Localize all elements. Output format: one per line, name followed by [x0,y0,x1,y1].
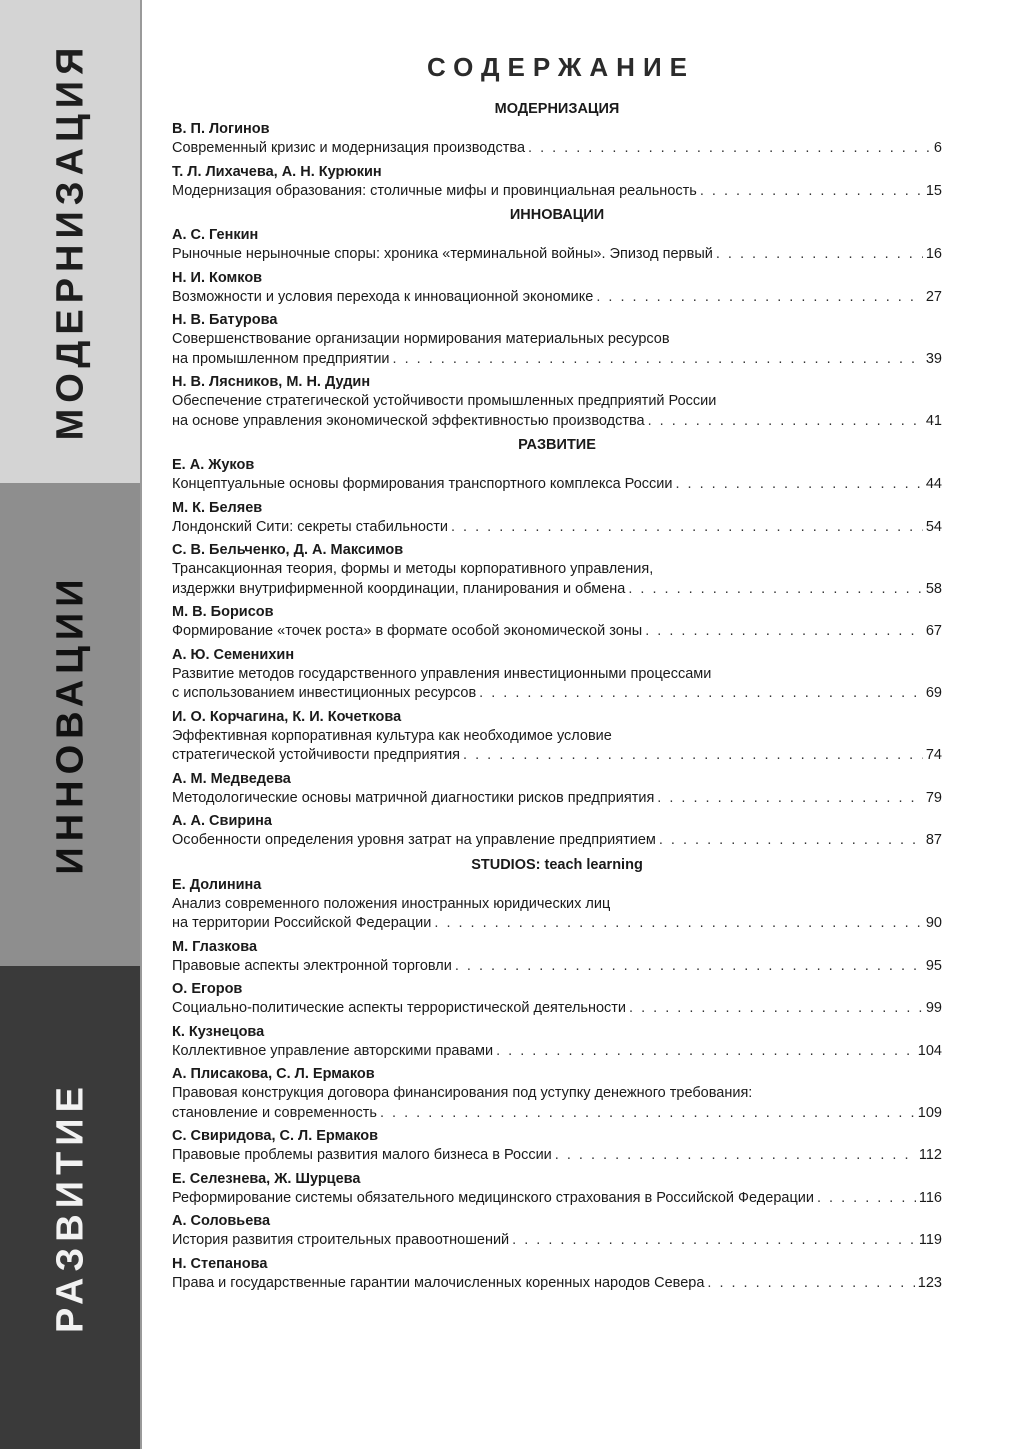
entry-page-number: 87 [925,832,942,848]
entry-title-line [172,1231,942,1251]
entry-authors: А. М. Медведева [172,770,291,787]
entry-page-number: 123 [917,1274,942,1291]
dot-leader [380,1104,915,1124]
toc-entry[interactable] [172,226,942,265]
toc-entry[interactable] [172,1127,942,1166]
toc-entry[interactable] [172,603,942,642]
entry-title-line [172,957,942,977]
entry-title-text: Особенности определения уровня затрат на управление предприятием [172,832,656,848]
dot-leader [496,1042,915,1062]
dot-leader [555,1146,916,1166]
entry-title-text: издержки внутрифирменной координации, планирования и обмена [172,580,626,597]
entry-title-text: с использованием инвестиционных ресурсов [172,685,477,701]
entry-page-number: 54 [925,518,942,535]
entry-title-text: становление и современность [172,1104,377,1121]
entry-title-line [172,412,942,432]
entry-authors: А. Соловьева [172,1213,271,1229]
entry-title-text: Возможности и условия перехода к инновационной экономике [172,288,594,305]
table-of-contents [172,52,942,1297]
entry-page-number: 6 [933,140,942,156]
entry-title-line [172,831,942,851]
entry-page-number: 90 [925,915,942,931]
entry-authors: Т. Л. Лихачева, А. Н. Курюкин [172,163,382,180]
entry-page-number: 119 [918,1232,942,1248]
entry-title-text: Реформирование системы обязательного медицинского страхования в Российской Федерации [172,1189,814,1206]
entry-title-line [172,182,942,202]
entry-title-text: Правовые проблемы развития малого бизнеса в России [172,1147,552,1163]
entry-title-text: Права и государственные гарантии малочисленных коренных народов Севера [172,1274,705,1291]
entry-authors: А. Плисакова, С. Л. Ермаков [172,1066,375,1082]
entry-page-number: 116 [918,1189,942,1206]
entry-title-text: Обеспечение стратегической устойчивости промышленных предприятий России [172,393,717,409]
entry-authors: Н. Степанова [172,1255,268,1272]
dot-leader [628,580,923,600]
dot-leader [716,245,923,265]
entry-title-line [172,392,942,412]
toc-entry[interactable] [172,938,942,977]
dot-leader [463,746,923,766]
dot-leader [700,182,923,202]
entry-title-line [172,999,942,1019]
entry-authors: В. П. Логинов [172,121,270,137]
entry-title-line [172,475,942,495]
toc-entry[interactable] [172,163,942,202]
entry-title-line [172,1146,942,1166]
entry-title-text: Совершенствование организации нормирования материальных ресурсов [172,331,670,347]
entry-title-line [172,665,942,685]
entry-title-text: Социально-политические аспекты террористической деятельности [172,1000,627,1016]
entry-page-number: 69 [925,685,942,701]
entry-authors: М. Глазкова [172,938,258,955]
toc-entry[interactable] [172,456,942,495]
dot-leader [645,622,923,642]
dot-leader [528,139,931,159]
entry-title-text: Лондонский Сити: секреты стабильности [172,518,448,535]
entry-page-number: 44 [925,476,942,492]
sidebar-band-modernization [0,0,142,483]
entry-page-number: 109 [917,1104,942,1121]
section-title: РАЗВИТИЕ [518,437,596,453]
entry-authors: Е. А. Жуков [172,457,255,473]
entry-title-line [172,1104,942,1124]
sidebar-divider [140,0,142,1449]
entry-authors: М. К. Беляев [172,499,263,516]
toc-entry[interactable] [172,499,942,538]
entry-title-text: Рыночные нерыночные споры: хроника «терминальной войны». Эпизод первый [172,246,713,262]
entry-page-number: 27 [925,288,942,305]
entry-page-number: 74 [925,747,942,763]
entry-title-text: на территории Российской Федерации [172,915,432,931]
toc-entry[interactable] [172,120,942,159]
dot-leader [817,1189,916,1209]
dot-leader [451,518,923,538]
toc-entry[interactable] [172,812,942,851]
toc-entry[interactable] [172,980,942,1019]
entry-title-line [172,350,942,370]
entry-title-line [172,684,942,704]
entry-title-line [172,727,942,747]
entry-title-line [172,139,942,159]
entry-title-line [172,288,942,308]
entry-title-line [172,914,942,934]
entry-authors: К. Кузнецова [172,1023,265,1040]
toc-entry[interactable] [172,708,942,766]
dot-leader [479,684,923,704]
dot-leader [512,1231,916,1251]
entry-title-text: Коллективное управление авторскими правами [172,1042,494,1059]
dot-leader [659,831,923,851]
entry-page-number: 15 [925,182,942,199]
entry-title-text: Формирование «точек роста» в формате особой экономической зоны [172,623,643,639]
entry-authors: С. Свиридова, С. Л. Ермаков [172,1128,379,1144]
entry-title-line [172,580,942,600]
entry-title-line [172,245,942,265]
entry-authors: А. Ю. Семенихин [172,646,295,663]
toc-entry[interactable] [172,373,942,431]
entry-authors: Н. И. Комков [172,269,263,286]
entry-title-text: Современный кризис и модернизация производства [172,140,526,156]
dot-leader [455,957,923,977]
entry-title-line [172,789,942,809]
entry-authors: А. А. Свирина [172,813,272,829]
entry-title-text: на основе управления экономической эффективностью производства [172,412,645,429]
entry-page-number: 41 [925,412,942,429]
toc-entry[interactable] [172,1023,942,1062]
toc-entry[interactable] [172,269,942,308]
toc-entry[interactable] [172,646,942,704]
entry-title-text: Развитие методов государственного управления инвестиционными процессами [172,665,712,682]
entry-authors: М. В. Борисов [172,604,274,620]
entry-title-line [172,895,942,915]
sidebar-band-development [0,966,142,1449]
toc-entry[interactable] [172,311,942,369]
entry-page-number: 104 [917,1042,942,1059]
entry-title-text: Правовая конструкция договора финансирования под уступку денежного требования: [172,1085,753,1101]
entry-title-text: Правовые аспекты электронной торговли [172,957,452,974]
entry-title-text: Модернизация образования: столичные мифы и провинциальная реальность [172,182,697,199]
toc-entry[interactable] [172,770,942,809]
toc-entry[interactable] [172,1065,942,1123]
entry-title-text: Анализ современного положения иностранных юридических лиц [172,895,611,912]
entry-title-text: стратегической устойчивости предприятия [172,747,461,763]
entry-title-line [172,330,942,350]
entry-authors: Е. Долинина [172,876,262,893]
toc-entry[interactable] [172,1255,942,1294]
entry-page-number: 95 [925,957,942,974]
dot-leader [675,475,922,495]
section-title: STUDIOS: teach learning [471,856,643,873]
entry-title-line [172,518,942,538]
toc-entry[interactable] [172,1212,942,1251]
dot-leader [596,288,923,308]
dot-leader [707,1274,914,1294]
entry-page-number: 99 [925,1000,942,1016]
entry-title-line [172,746,942,766]
entry-authors: Н. В. Лясников, М. Н. Дудин [172,374,371,390]
toc-entry[interactable] [172,876,942,934]
entry-title-line [172,1084,942,1104]
entry-page-number: 67 [925,623,942,639]
dot-leader [629,999,923,1019]
section-title: МОДЕРНИЗАЦИЯ [494,101,620,117]
dot-leader [393,350,923,370]
entry-title-text: Трансакционная теория, формы и методы корпоративного управления, [172,561,654,577]
entry-title-text: Концептуальные основы формирования транспортного комплекса России [172,476,673,492]
entry-title-text: Методологические основы матричной диагностики рисков предприятия [172,789,655,806]
entry-title-line [172,622,942,642]
dot-leader [648,412,923,432]
page-title: СОДЕРЖАНИЕ [427,52,695,82]
dot-leader [657,789,923,809]
entry-authors: Е. Селезнева, Ж. Шурцева [172,1170,361,1187]
sidebar-band-label: ИННОВАЦИИ [49,573,92,875]
entry-authors: А. С. Генкин [172,227,259,243]
entry-title-line [172,560,942,580]
entry-page-number: 79 [925,789,942,806]
entry-authors: Н. В. Батурова [172,312,278,328]
section-title: ИННОВАЦИИ [509,207,605,223]
entry-authors: И. О. Корчагина, К. И. Кочеткова [172,708,402,725]
entry-title-line [172,1042,942,1062]
sidebar-band-label: РАЗВИТИЕ [49,1081,92,1333]
entry-page-number: 39 [925,350,942,367]
entry-title-line [172,1189,942,1209]
entry-title-line [172,1274,942,1294]
sidebar-band-innovations [0,483,142,966]
toc-entry[interactable] [172,1170,942,1209]
dot-leader [434,914,922,934]
sidebar [0,0,142,1449]
entry-page-number: 112 [918,1147,942,1163]
entry-title-text: История развития строительных правоотношений [172,1232,510,1248]
entry-title-text: на промышленном предприятии [172,350,390,367]
entry-authors: О. Егоров [172,981,243,997]
toc-entry[interactable] [172,541,942,599]
entry-authors: С. В. Бельченко, Д. А. Максимов [172,542,404,558]
entry-page-number: 58 [925,580,942,597]
entry-page-number: 16 [925,246,942,262]
sidebar-band-label: МОДЕРНИЗАЦИЯ [49,41,92,441]
entry-title-text: Эффективная корпоративная культура как необходимое условие [172,727,612,744]
